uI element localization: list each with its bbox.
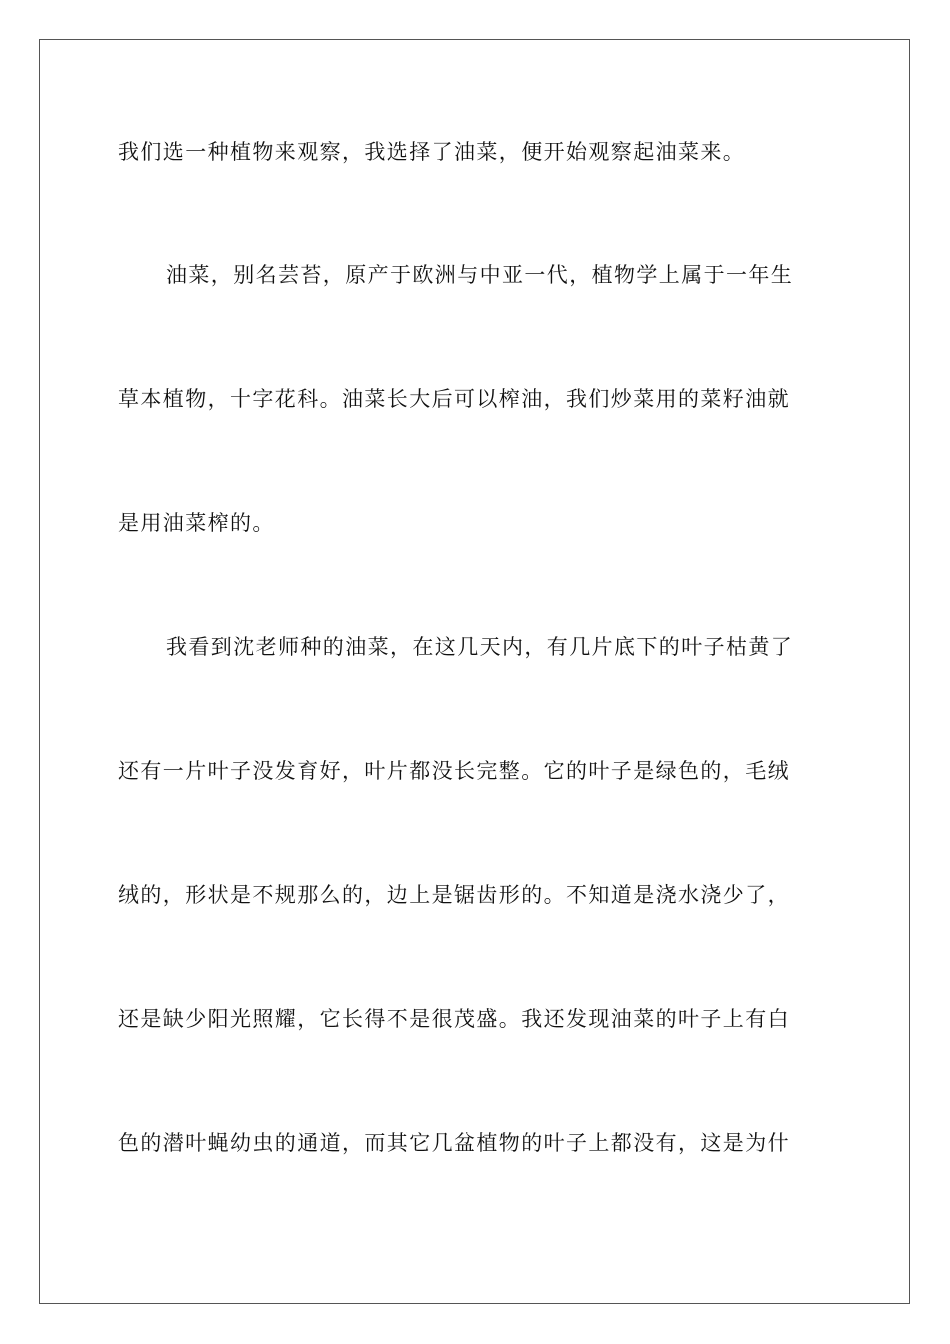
paragraph-3-line-2: 还有一片叶子没发育好，叶片都没长完整。它的叶子是绿色的，毛绒 (118, 759, 790, 783)
text-line-1: 我们选一种植物来观察，我选择了油菜，便开始观察起油菜来。 (118, 140, 746, 164)
paragraph-2-line-3: 是用油菜榨的。 (118, 511, 275, 535)
paragraph-3-line-3: 绒的，形状是不规那么的，边上是锯齿形的。不知道是浇水浇少了， (118, 883, 790, 907)
paragraph-3-line-1: 我看到沈老师种的油菜，在这几天内，有几片底下的叶子枯黄了 (166, 635, 794, 659)
paragraph-3-line-5: 色的潜叶蝇幼虫的通道，而其它几盆植物的叶子上都没有，这是为什 (118, 1131, 790, 1155)
paragraph-2-line-2: 草本植物，十字花科。油菜长大后可以榨油，我们炒菜用的菜籽油就 (118, 387, 790, 411)
paragraph-3-line-4: 还是缺少阳光照耀，它长得不是很茂盛。我还发现油菜的叶子上有白 (118, 1007, 790, 1031)
paragraph-2-line-1: 油菜，别名芸苔，原产于欧洲与中亚一代，植物学上属于一年生 (166, 263, 794, 287)
document-page (39, 39, 910, 1304)
